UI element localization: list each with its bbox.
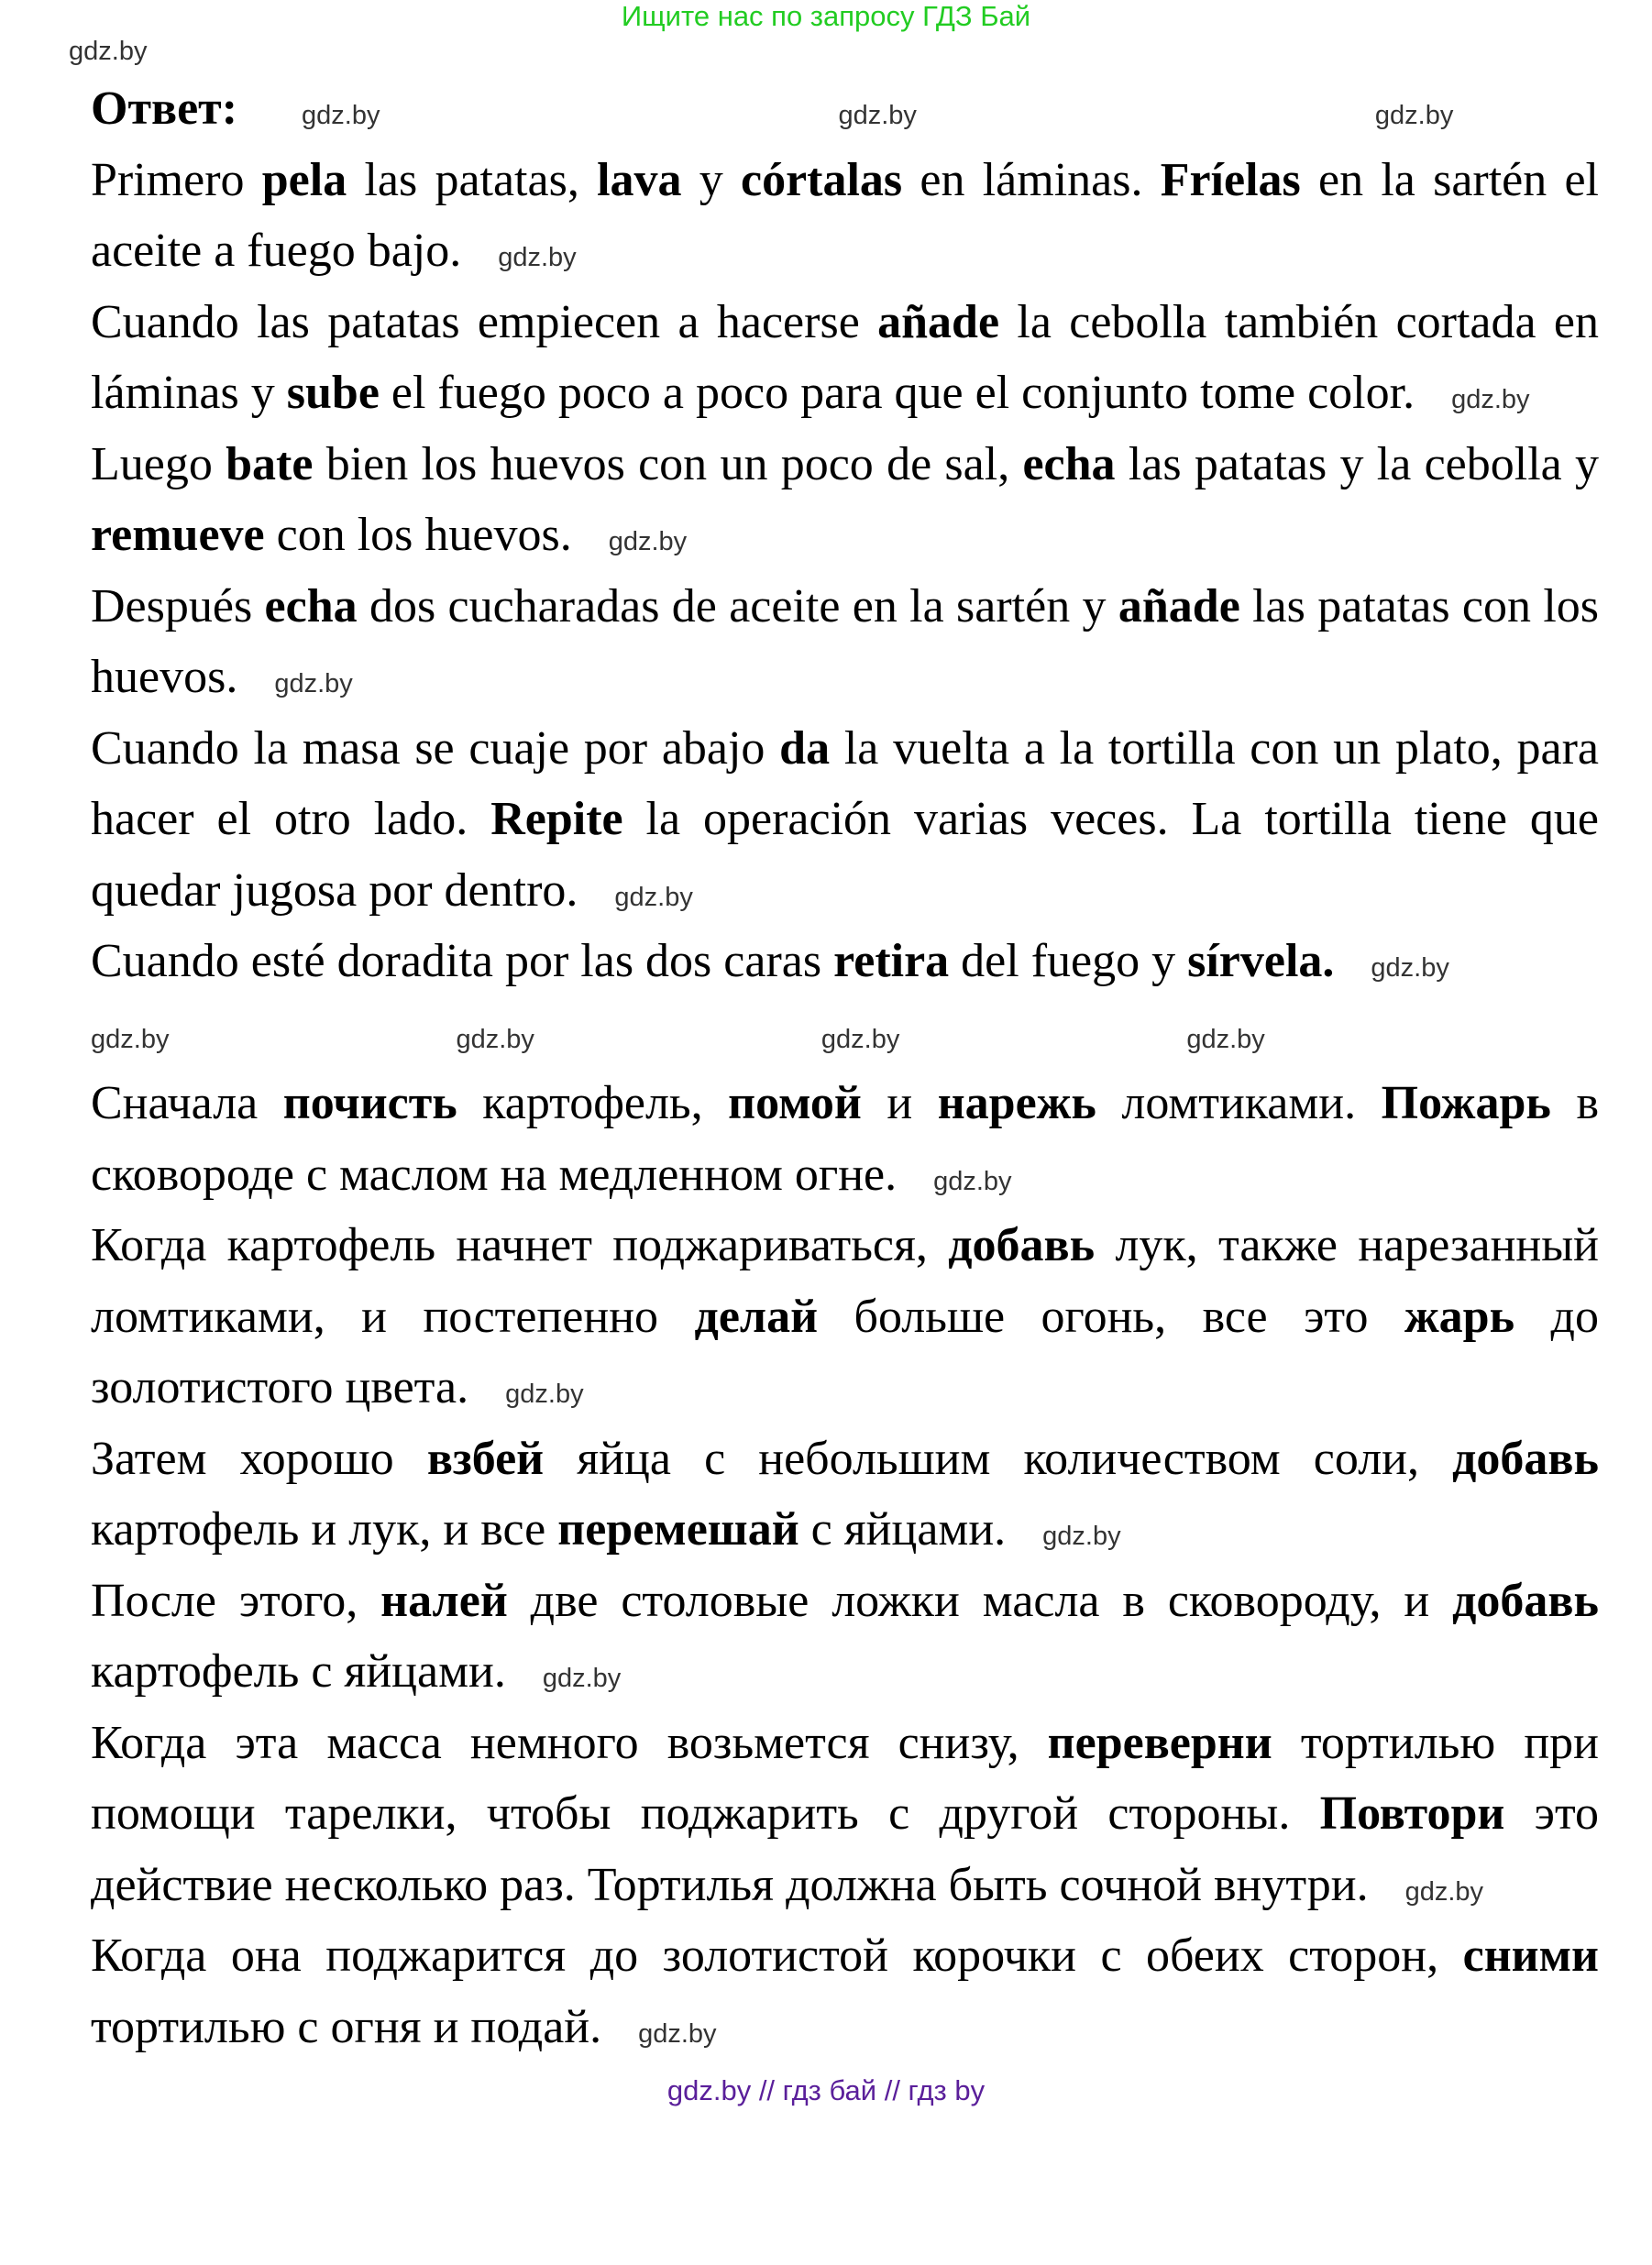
watermark: gdz.by — [820, 1024, 900, 1054]
watermark: gdz.by — [614, 882, 693, 912]
spanish-paragraph — [91, 571, 1599, 713]
search-banner[interactable]: Ищите нас по запросу ГДЗ Бай — [621, 0, 1031, 32]
text-segment: тортилью при помощи тарелки, чтобы поджарить с другой стороны. — [91, 1716, 1599, 1840]
text-segment: Primero — [91, 153, 262, 206]
answer-content — [91, 73, 1599, 2062]
imperative-verb: pela — [261, 153, 347, 206]
imperative-verb: córtalas — [741, 153, 903, 206]
watermark: gdz.by — [933, 1166, 1012, 1196]
text-segment: en láminas. — [902, 153, 1161, 206]
imperative-verb: añade — [1118, 579, 1240, 632]
text-segment: с яйцами. — [798, 1503, 1007, 1556]
spanish-paragraph — [91, 926, 1599, 997]
russian-paragraph — [91, 1566, 1599, 1708]
russian-paragraph — [91, 1424, 1599, 1566]
text-segment: Сначала — [91, 1077, 283, 1129]
watermark: gdz.by — [1404, 1876, 1484, 1907]
watermark: gdz.by — [456, 1024, 534, 1054]
imperative-verb: добавь — [1452, 1574, 1599, 1627]
answer-heading — [91, 73, 1599, 145]
text-segment: Luego — [91, 437, 226, 490]
russian-paragraph — [91, 1068, 1599, 1210]
imperative-verb: sírvela. — [1187, 935, 1335, 987]
watermark: gdz.by — [1374, 101, 1454, 130]
text-segment: После этого, — [91, 1574, 381, 1627]
text-segment: Cuando las patatas empiecen a hacerse — [91, 295, 878, 348]
imperative-verb: echa — [1022, 437, 1116, 490]
imperative-verb: нарежь — [937, 1077, 1096, 1129]
watermark: gdz.by — [838, 101, 917, 130]
text-segment: тортилью с огня и подай. — [91, 2000, 602, 2053]
text-segment: y — [681, 153, 741, 206]
text-segment: картофель с яйцами. — [91, 1645, 506, 1698]
imperative-verb: da — [779, 721, 831, 775]
imperative-verb: перемешай — [557, 1503, 799, 1556]
text-segment: больше огонь, все это — [818, 1290, 1404, 1343]
text-segment: el fuego poco a poco para que el conjunto tome color. — [379, 367, 1415, 419]
text-segment: ломтиками. — [1096, 1077, 1382, 1129]
imperative-verb: сними — [1462, 1930, 1599, 1982]
russian-paragraph — [91, 1920, 1599, 2062]
watermark: gdz.by — [608, 527, 688, 556]
watermark: gdz.by — [69, 37, 148, 66]
imperative-verb: взбей — [426, 1432, 545, 1485]
text-segment: Затем хорошо — [91, 1432, 427, 1485]
text-segment: Cuando la masa se cuaje por abajo — [91, 721, 780, 775]
text-segment: картофель и лук, и все — [91, 1503, 558, 1556]
spanish-paragraph — [91, 145, 1599, 287]
imperative-verb: añade — [877, 295, 1000, 348]
imperative-verb: помой — [728, 1077, 862, 1129]
text-segment: la vuelta a la tortilla con un plato, para hacer el otro lado. — [91, 721, 1600, 845]
text-segment: dos cucharadas de aceite en la sartén y — [357, 579, 1118, 632]
russian-paragraph — [91, 1210, 1599, 1424]
imperative-verb: делай — [694, 1290, 819, 1343]
watermark: gdz.by — [1186, 1024, 1265, 1054]
watermark: gdz.by — [274, 669, 353, 698]
watermark: gdz.by — [638, 2018, 717, 2049]
imperative-verb: налей — [380, 1574, 508, 1627]
imperative-verb: retira — [833, 935, 950, 987]
spanish-paragraph — [91, 713, 1599, 927]
watermark: gdz.by — [498, 243, 577, 272]
text-segment: del fuego y — [949, 935, 1188, 987]
watermark: gdz.by — [542, 1664, 622, 1693]
imperative-verb: жарь — [1404, 1290, 1515, 1343]
answer-heading-text: Ответ: — [91, 82, 238, 135]
spanish-paragraph — [91, 287, 1599, 429]
section-gap — [91, 997, 1599, 1069]
text-segment: лук, также нарезанный ломтиками, и постепенно — [91, 1219, 1599, 1343]
russian-translation — [91, 1068, 1599, 2062]
imperative-verb: переверни — [1047, 1716, 1272, 1769]
text-segment: la cebolla también cortada en láminas y — [91, 295, 1599, 419]
text-segment: яйца с небольшим количеством соли, — [544, 1432, 1453, 1485]
imperative-verb: bate — [226, 437, 314, 490]
text-segment: картофель, — [457, 1077, 729, 1129]
text-segment: en la sartén el aceite a fuego bajo. — [91, 153, 1600, 277]
text-segment: Когда она поджарится до золотистой корочки с обеих сторон, — [91, 1930, 1463, 1982]
imperative-verb: sube — [286, 367, 380, 419]
footer-banner[interactable]: gdz.by // гдз бай // гдз by — [666, 2074, 986, 2106]
text-segment: Когда картофель начнет поджариваться, — [91, 1219, 949, 1271]
text-segment: в сковороде с маслом на медленном огне. — [91, 1077, 1599, 1201]
text-segment: Cuando esté doradita por las dos caras — [91, 935, 834, 987]
imperative-verb: Пожарь — [1381, 1077, 1551, 1129]
imperative-verb: добавь — [1452, 1432, 1599, 1485]
text-segment: las patatas, — [347, 153, 598, 206]
text-segment: con los huevos. — [264, 509, 572, 561]
watermark: gdz.by — [302, 101, 380, 130]
text-segment: до золотистого цвета. — [91, 1290, 1599, 1413]
russian-paragraph — [91, 1708, 1599, 1921]
text-segment: две столовые ложки масла в сковороду, и — [507, 1574, 1453, 1627]
text-segment: Después — [91, 579, 265, 632]
imperative-verb: remueve — [91, 509, 265, 561]
watermark: gdz.by — [1451, 385, 1530, 414]
top-watermark-area — [0, 33, 1652, 73]
watermark: gdz.by — [91, 1024, 170, 1054]
imperative-verb: echa — [264, 579, 358, 632]
text-segment: и — [861, 1077, 938, 1129]
text-segment: las patatas y la cebolla y — [1115, 437, 1600, 490]
text-segment: bien los huevos con un poco de sal, — [313, 437, 1023, 490]
imperative-verb: почисть — [282, 1077, 457, 1129]
watermark: gdz.by — [1042, 1522, 1121, 1551]
imperative-verb: Повтори — [1319, 1787, 1505, 1840]
spanish-recipe — [91, 145, 1599, 997]
imperative-verb: добавь — [948, 1219, 1096, 1271]
text-segment: las patatas con los huevos. — [91, 579, 1600, 703]
watermark: gdz.by — [505, 1380, 584, 1409]
spanish-paragraph — [91, 429, 1599, 571]
text-segment: это действие несколько раз. Тортилья должна быть сочной внутри. — [91, 1787, 1600, 1911]
text-segment: Когда эта масса немного возьмется снизу, — [91, 1716, 1048, 1769]
watermark: gdz.by — [1371, 953, 1449, 983]
text-segment: la operación varias veces. La tortilla tiene que quedar jugosa por dentro. — [91, 793, 1599, 917]
imperative-verb: lava — [597, 153, 682, 206]
imperative-verb: Fríelas — [1160, 153, 1301, 206]
imperative-verb: Repite — [490, 793, 623, 845]
